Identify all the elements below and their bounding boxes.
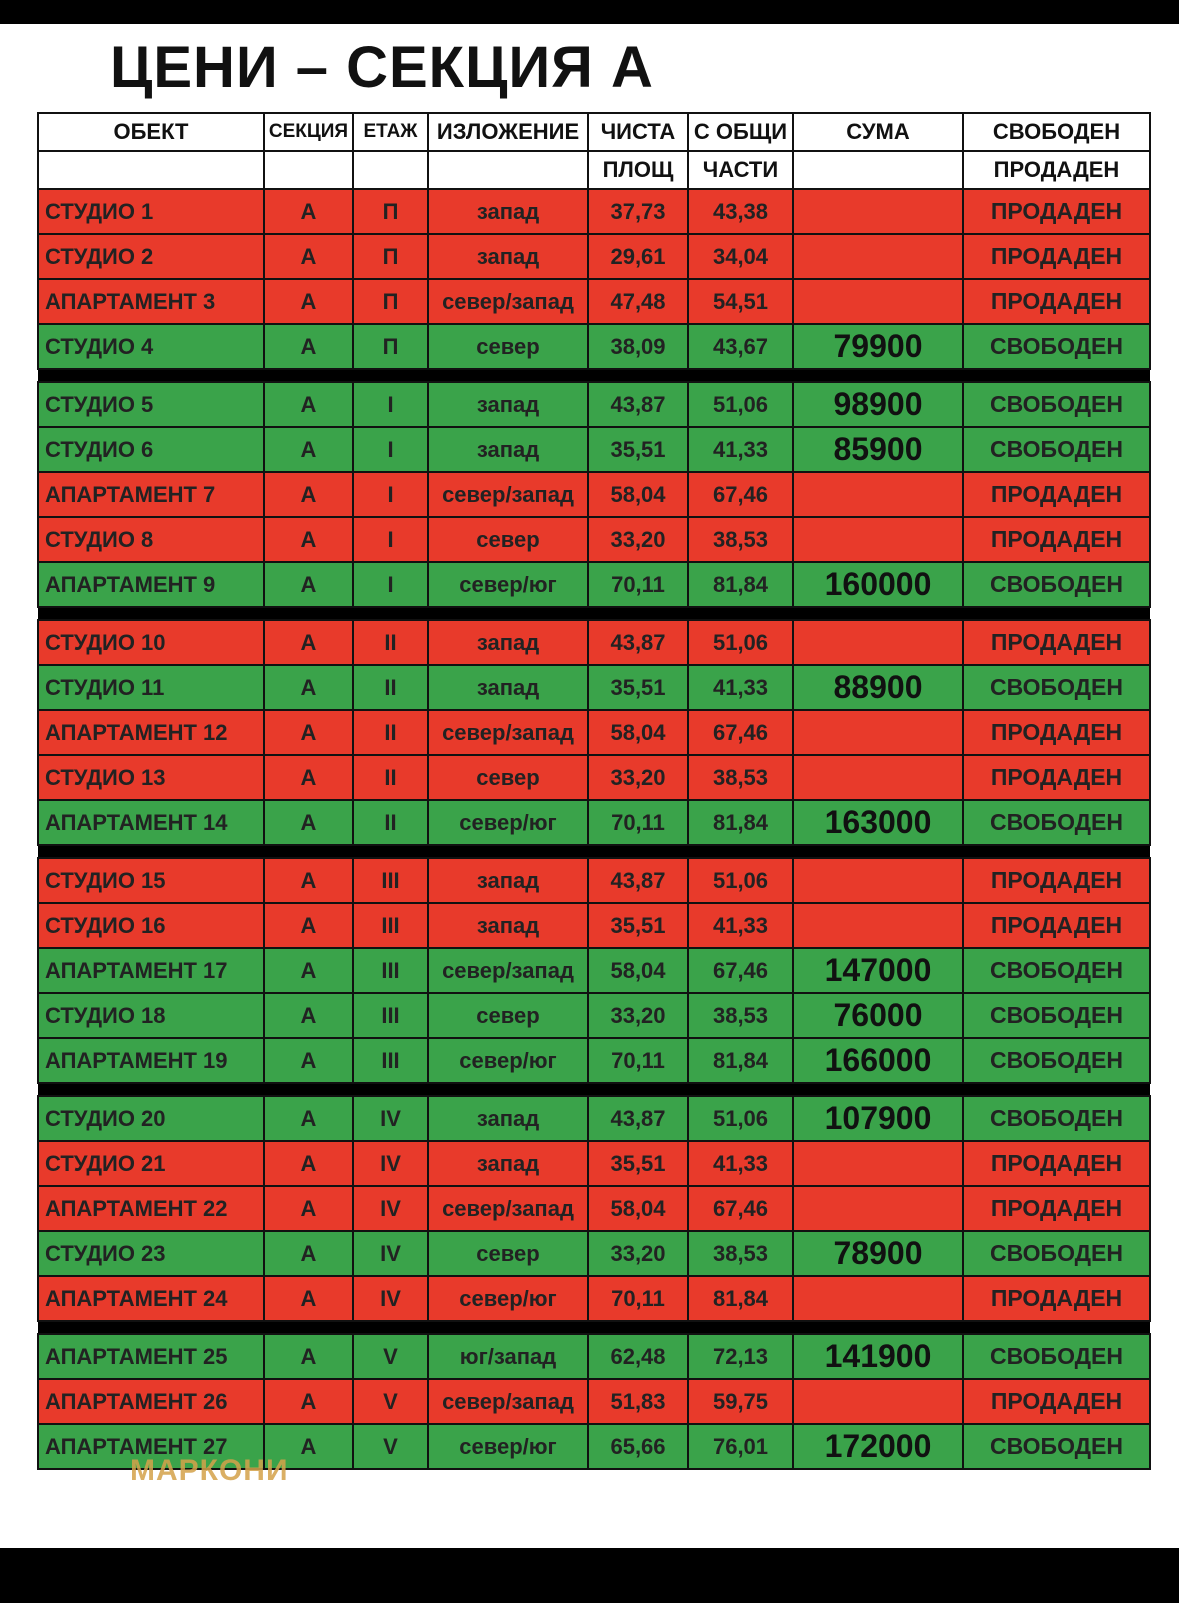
cell-net-area: 35,51 [588, 665, 688, 710]
cell-object: АПАРТАМЕНТ 25 [38, 1334, 264, 1379]
table-row [38, 1231, 1150, 1276]
table-row [38, 710, 1150, 755]
cell-total-area: 41,33 [688, 427, 793, 472]
cell-net-area: 35,51 [588, 903, 688, 948]
cell-section: А [264, 234, 353, 279]
table-row [38, 427, 1150, 472]
cell-section: А [264, 858, 353, 903]
cell-total-area: 67,46 [688, 1186, 793, 1231]
cell-floor: I [353, 382, 428, 427]
cell-section: А [264, 993, 353, 1038]
cell-status: ПРОДАДЕН [963, 234, 1150, 279]
cell-total-area: 81,84 [688, 800, 793, 845]
cell-floor: II [353, 800, 428, 845]
table-row [38, 1186, 1150, 1231]
cell-status: СВОБОДЕН [963, 1096, 1150, 1141]
cell-price: 147000 [793, 948, 963, 993]
cell-price: 172000 [793, 1424, 963, 1469]
cell-total-area: 38,53 [688, 755, 793, 800]
header-price: СУМА [793, 113, 963, 151]
cell-total-area: 72,13 [688, 1334, 793, 1379]
cell-object: СТУДИО 15 [38, 858, 264, 903]
cell-status: СВОБОДЕН [963, 993, 1150, 1038]
cell-net-area: 33,20 [588, 1231, 688, 1276]
cell-status: ПРОДАДЕН [963, 858, 1150, 903]
cell-object: АПАРТАМЕНТ 19 [38, 1038, 264, 1083]
cell-status: ПРОДАДЕН [963, 1141, 1150, 1186]
cell-exposure: север [428, 755, 588, 800]
header-row [38, 113, 1150, 151]
cell-exposure: запад [428, 620, 588, 665]
cell-floor: V [353, 1334, 428, 1379]
table-row [38, 472, 1150, 517]
cell-section: А [264, 620, 353, 665]
table-row [38, 279, 1150, 324]
cell-floor: V [353, 1424, 428, 1469]
cell-price: 85900 [793, 427, 963, 472]
cell-object: АПАРТАМЕНТ 7 [38, 472, 264, 517]
header-object: ОБЕКТ [38, 113, 264, 151]
cell-net-area: 33,20 [588, 517, 688, 562]
cell-floor: III [353, 993, 428, 1038]
floor-separator [38, 1083, 1150, 1096]
cell-floor: II [353, 710, 428, 755]
table-row [38, 1334, 1150, 1379]
cell-section: А [264, 903, 353, 948]
cell-price [793, 517, 963, 562]
cell-object: СТУДИО 20 [38, 1096, 264, 1141]
cell-object: СТУДИО 16 [38, 903, 264, 948]
cell-section: А [264, 382, 353, 427]
header-object-2 [38, 151, 264, 189]
cell-price [793, 1186, 963, 1231]
cell-price: 160000 [793, 562, 963, 607]
table-header [38, 113, 1150, 189]
cell-exposure: север/запад [428, 472, 588, 517]
cell-total-area: 81,84 [688, 1276, 793, 1321]
table-row [38, 1096, 1150, 1141]
cell-object: СТУДИО 8 [38, 517, 264, 562]
cell-net-area: 70,11 [588, 1038, 688, 1083]
cell-floor: I [353, 562, 428, 607]
cell-exposure: север/запад [428, 279, 588, 324]
cell-object: СТУДИО 6 [38, 427, 264, 472]
cell-exposure: север [428, 324, 588, 369]
cell-net-area: 35,51 [588, 1141, 688, 1186]
header-net-area: ЧИСТА [588, 113, 688, 151]
cell-status: СВОБОДЕН [963, 1334, 1150, 1379]
cell-section: А [264, 1379, 353, 1424]
cell-section: А [264, 517, 353, 562]
cell-status: ПРОДАДЕН [963, 903, 1150, 948]
cell-section: А [264, 1096, 353, 1141]
cell-floor: II [353, 755, 428, 800]
table-row [38, 858, 1150, 903]
cell-exposure: запад [428, 427, 588, 472]
cell-total-area: 59,75 [688, 1379, 793, 1424]
cell-exposure: запад [428, 382, 588, 427]
cell-price [793, 1379, 963, 1424]
floor-separator [38, 845, 1150, 858]
cell-total-area: 67,46 [688, 710, 793, 755]
cell-floor: IV [353, 1141, 428, 1186]
cell-section: А [264, 1186, 353, 1231]
cell-exposure: север/юг [428, 1276, 588, 1321]
table-row [38, 517, 1150, 562]
cell-net-area: 43,87 [588, 1096, 688, 1141]
table-row [38, 234, 1150, 279]
separator-bar [38, 607, 1150, 620]
cell-net-area: 70,11 [588, 800, 688, 845]
cell-net-area: 51,83 [588, 1379, 688, 1424]
cell-total-area: 67,46 [688, 948, 793, 993]
cell-section: А [264, 1276, 353, 1321]
cell-status: ПРОДАДЕН [963, 755, 1150, 800]
cell-status: СВОБОДЕН [963, 1424, 1150, 1469]
cell-price [793, 234, 963, 279]
cell-exposure: север/юг [428, 562, 588, 607]
cell-object: СТУДИО 13 [38, 755, 264, 800]
cell-net-area: 43,87 [588, 620, 688, 665]
header-section: СЕКЦИЯ [264, 113, 353, 151]
cell-floor: П [353, 279, 428, 324]
cell-object: СТУДИО 11 [38, 665, 264, 710]
cell-price: 76000 [793, 993, 963, 1038]
cell-status: СВОБОДЕН [963, 800, 1150, 845]
cell-section: А [264, 948, 353, 993]
cell-object: СТУДИО 18 [38, 993, 264, 1038]
cell-status: ПРОДАДЕН [963, 279, 1150, 324]
cell-status: ПРОДАДЕН [963, 472, 1150, 517]
cell-net-area: 58,04 [588, 710, 688, 755]
cell-net-area: 58,04 [588, 472, 688, 517]
cell-price [793, 903, 963, 948]
cell-net-area: 70,11 [588, 1276, 688, 1321]
cell-section: А [264, 189, 353, 234]
cell-net-area: 47,48 [588, 279, 688, 324]
cell-status: ПРОДАДЕН [963, 189, 1150, 234]
cell-exposure: север [428, 993, 588, 1038]
header-exposure: ИЗЛОЖЕНИЕ [428, 113, 588, 151]
cell-net-area: 37,73 [588, 189, 688, 234]
header-total-area: С ОБЩИ [688, 113, 793, 151]
separator-bar [38, 1321, 1150, 1334]
table-row [38, 903, 1150, 948]
cell-exposure: юг/запад [428, 1334, 588, 1379]
cell-net-area: 58,04 [588, 1186, 688, 1231]
cell-exposure: запад [428, 234, 588, 279]
cell-status: СВОБОДЕН [963, 1231, 1150, 1276]
cell-floor: III [353, 903, 428, 948]
cell-exposure: запад [428, 903, 588, 948]
cell-object: АПАРТАМЕНТ 14 [38, 800, 264, 845]
cell-net-area: 33,20 [588, 755, 688, 800]
cell-total-area: 34,04 [688, 234, 793, 279]
cell-status: ПРОДАДЕН [963, 620, 1150, 665]
cell-status: СВОБОДЕН [963, 562, 1150, 607]
cell-exposure: север [428, 1231, 588, 1276]
cell-floor: I [353, 472, 428, 517]
cell-floor: II [353, 620, 428, 665]
table-row [38, 948, 1150, 993]
cell-total-area: 51,06 [688, 858, 793, 903]
cell-price [793, 755, 963, 800]
cell-net-area: 62,48 [588, 1334, 688, 1379]
cell-floor: III [353, 858, 428, 903]
cell-price [793, 279, 963, 324]
header-status: СВОБОДЕН [963, 113, 1150, 151]
header-floor: ЕТАЖ [353, 113, 428, 151]
header-status-2: ПРОДАДЕН [963, 151, 1150, 189]
cell-object: СТУДИО 10 [38, 620, 264, 665]
separator-bar [38, 845, 1150, 858]
header-section-2 [264, 151, 353, 189]
cell-net-area: 43,87 [588, 382, 688, 427]
cell-price: 79900 [793, 324, 963, 369]
separator-bar [38, 369, 1150, 382]
cell-floor: П [353, 189, 428, 234]
cell-exposure: запад [428, 665, 588, 710]
table-row [38, 1379, 1150, 1424]
cell-object: СТУДИО 5 [38, 382, 264, 427]
cell-section: А [264, 279, 353, 324]
cell-object: СТУДИО 2 [38, 234, 264, 279]
cell-net-area: 43,87 [588, 858, 688, 903]
table-row [38, 1038, 1150, 1083]
cell-floor: III [353, 948, 428, 993]
cell-floor: II [353, 665, 428, 710]
cell-floor: III [353, 1038, 428, 1083]
cell-price: 78900 [793, 1231, 963, 1276]
cell-net-area: 29,61 [588, 234, 688, 279]
cell-total-area: 38,53 [688, 1231, 793, 1276]
header-row-2 [38, 151, 1150, 189]
cell-net-area: 35,51 [588, 427, 688, 472]
cell-net-area: 65,66 [588, 1424, 688, 1469]
cell-section: А [264, 427, 353, 472]
cell-price [793, 1276, 963, 1321]
cell-total-area: 41,33 [688, 665, 793, 710]
cell-total-area: 41,33 [688, 1141, 793, 1186]
watermark: МАРКОНИ [130, 1454, 289, 1487]
cell-object: АПАРТАМЕНТ 17 [38, 948, 264, 993]
table-row [38, 562, 1150, 607]
cell-section: А [264, 1141, 353, 1186]
cell-price [793, 472, 963, 517]
cell-object: АПАРТАМЕНТ 24 [38, 1276, 264, 1321]
header-net-area-2: ПЛОЩ [588, 151, 688, 189]
cell-price [793, 1141, 963, 1186]
price-table [37, 112, 1151, 1470]
cell-floor: IV [353, 1186, 428, 1231]
cell-status: СВОБОДЕН [963, 948, 1150, 993]
cell-net-area: 33,20 [588, 993, 688, 1038]
cell-floor: IV [353, 1231, 428, 1276]
floor-separator [38, 1321, 1150, 1334]
cell-section: А [264, 1038, 353, 1083]
cell-price: 163000 [793, 800, 963, 845]
floor-separator [38, 607, 1150, 620]
header-exposure-2 [428, 151, 588, 189]
cell-status: СВОБОДЕН [963, 427, 1150, 472]
cell-price [793, 710, 963, 755]
cell-section: А [264, 800, 353, 845]
cell-price: 98900 [793, 382, 963, 427]
cell-total-area: 43,67 [688, 324, 793, 369]
cell-exposure: север/юг [428, 1424, 588, 1469]
cell-section: А [264, 472, 353, 517]
cell-price: 166000 [793, 1038, 963, 1083]
cell-total-area: 43,38 [688, 189, 793, 234]
header-total-area-2: ЧАСТИ [688, 151, 793, 189]
cell-floor: V [353, 1379, 428, 1424]
header-price-2 [793, 151, 963, 189]
price-sheet [0, 24, 1179, 1548]
cell-section: А [264, 324, 353, 369]
cell-status: СВОБОДЕН [963, 324, 1150, 369]
cell-floor: IV [353, 1096, 428, 1141]
cell-exposure: запад [428, 1096, 588, 1141]
cell-object: СТУДИО 4 [38, 324, 264, 369]
cell-exposure: север/запад [428, 710, 588, 755]
cell-status: ПРОДАДЕН [963, 710, 1150, 755]
cell-section: А [264, 1334, 353, 1379]
cell-floor: I [353, 427, 428, 472]
table-row [38, 993, 1150, 1038]
table-row [38, 189, 1150, 234]
cell-total-area: 38,53 [688, 993, 793, 1038]
cell-section: А [264, 665, 353, 710]
cell-status: СВОБОДЕН [963, 1038, 1150, 1083]
cell-net-area: 70,11 [588, 562, 688, 607]
cell-exposure: запад [428, 189, 588, 234]
cell-price [793, 189, 963, 234]
table-row [38, 324, 1150, 369]
cell-object: АПАРТАМЕНТ 27 [38, 1424, 264, 1469]
cell-object: АПАРТАМЕНТ 9 [38, 562, 264, 607]
table-row [38, 382, 1150, 427]
cell-floor: П [353, 234, 428, 279]
cell-object: АПАРТАМЕНТ 3 [38, 279, 264, 324]
cell-section: А [264, 1424, 353, 1469]
cell-exposure: север/запад [428, 948, 588, 993]
floor-separator [38, 369, 1150, 382]
table-row [38, 1141, 1150, 1186]
cell-total-area: 76,01 [688, 1424, 793, 1469]
cell-total-area: 51,06 [688, 620, 793, 665]
cell-status: ПРОДАДЕН [963, 1186, 1150, 1231]
cell-price: 107900 [793, 1096, 963, 1141]
page-title: ЦЕНИ – СЕКЦИЯ А [110, 35, 654, 100]
cell-exposure: запад [428, 1141, 588, 1186]
cell-section: А [264, 562, 353, 607]
cell-section: А [264, 755, 353, 800]
cell-exposure: север/юг [428, 800, 588, 845]
cell-exposure: север [428, 517, 588, 562]
cell-total-area: 54,51 [688, 279, 793, 324]
cell-total-area: 51,06 [688, 382, 793, 427]
cell-object: СТУДИО 21 [38, 1141, 264, 1186]
cell-exposure: север/юг [428, 1038, 588, 1083]
cell-total-area: 51,06 [688, 1096, 793, 1141]
cell-object: СТУДИО 23 [38, 1231, 264, 1276]
cell-floor: IV [353, 1276, 428, 1321]
cell-floor: П [353, 324, 428, 369]
cell-net-area: 58,04 [588, 948, 688, 993]
cell-status: СВОБОДЕН [963, 382, 1150, 427]
cell-total-area: 81,84 [688, 562, 793, 607]
cell-status: ПРОДАДЕН [963, 517, 1150, 562]
cell-section: А [264, 710, 353, 755]
table-row [38, 620, 1150, 665]
cell-object: АПАРТАМЕНТ 12 [38, 710, 264, 755]
cell-section: А [264, 1231, 353, 1276]
cell-status: СВОБОДЕН [963, 665, 1150, 710]
cell-floor: I [353, 517, 428, 562]
cell-total-area: 41,33 [688, 903, 793, 948]
cell-price: 88900 [793, 665, 963, 710]
cell-price: 141900 [793, 1334, 963, 1379]
cell-exposure: север/запад [428, 1186, 588, 1231]
table-body [38, 189, 1150, 1469]
header-floor-2 [353, 151, 428, 189]
cell-status: ПРОДАДЕН [963, 1276, 1150, 1321]
cell-price [793, 858, 963, 903]
table-row [38, 800, 1150, 845]
cell-price [793, 620, 963, 665]
cell-total-area: 67,46 [688, 472, 793, 517]
cell-object: СТУДИО 1 [38, 189, 264, 234]
cell-total-area: 81,84 [688, 1038, 793, 1083]
cell-status: ПРОДАДЕН [963, 1379, 1150, 1424]
cell-net-area: 38,09 [588, 324, 688, 369]
cell-exposure: запад [428, 858, 588, 903]
cell-total-area: 38,53 [688, 517, 793, 562]
cell-object: АПАРТАМЕНТ 26 [38, 1379, 264, 1424]
table-row [38, 1276, 1150, 1321]
table-row [38, 665, 1150, 710]
cell-exposure: север/запад [428, 1379, 588, 1424]
table-row [38, 755, 1150, 800]
cell-object: АПАРТАМЕНТ 22 [38, 1186, 264, 1231]
separator-bar [38, 1083, 1150, 1096]
